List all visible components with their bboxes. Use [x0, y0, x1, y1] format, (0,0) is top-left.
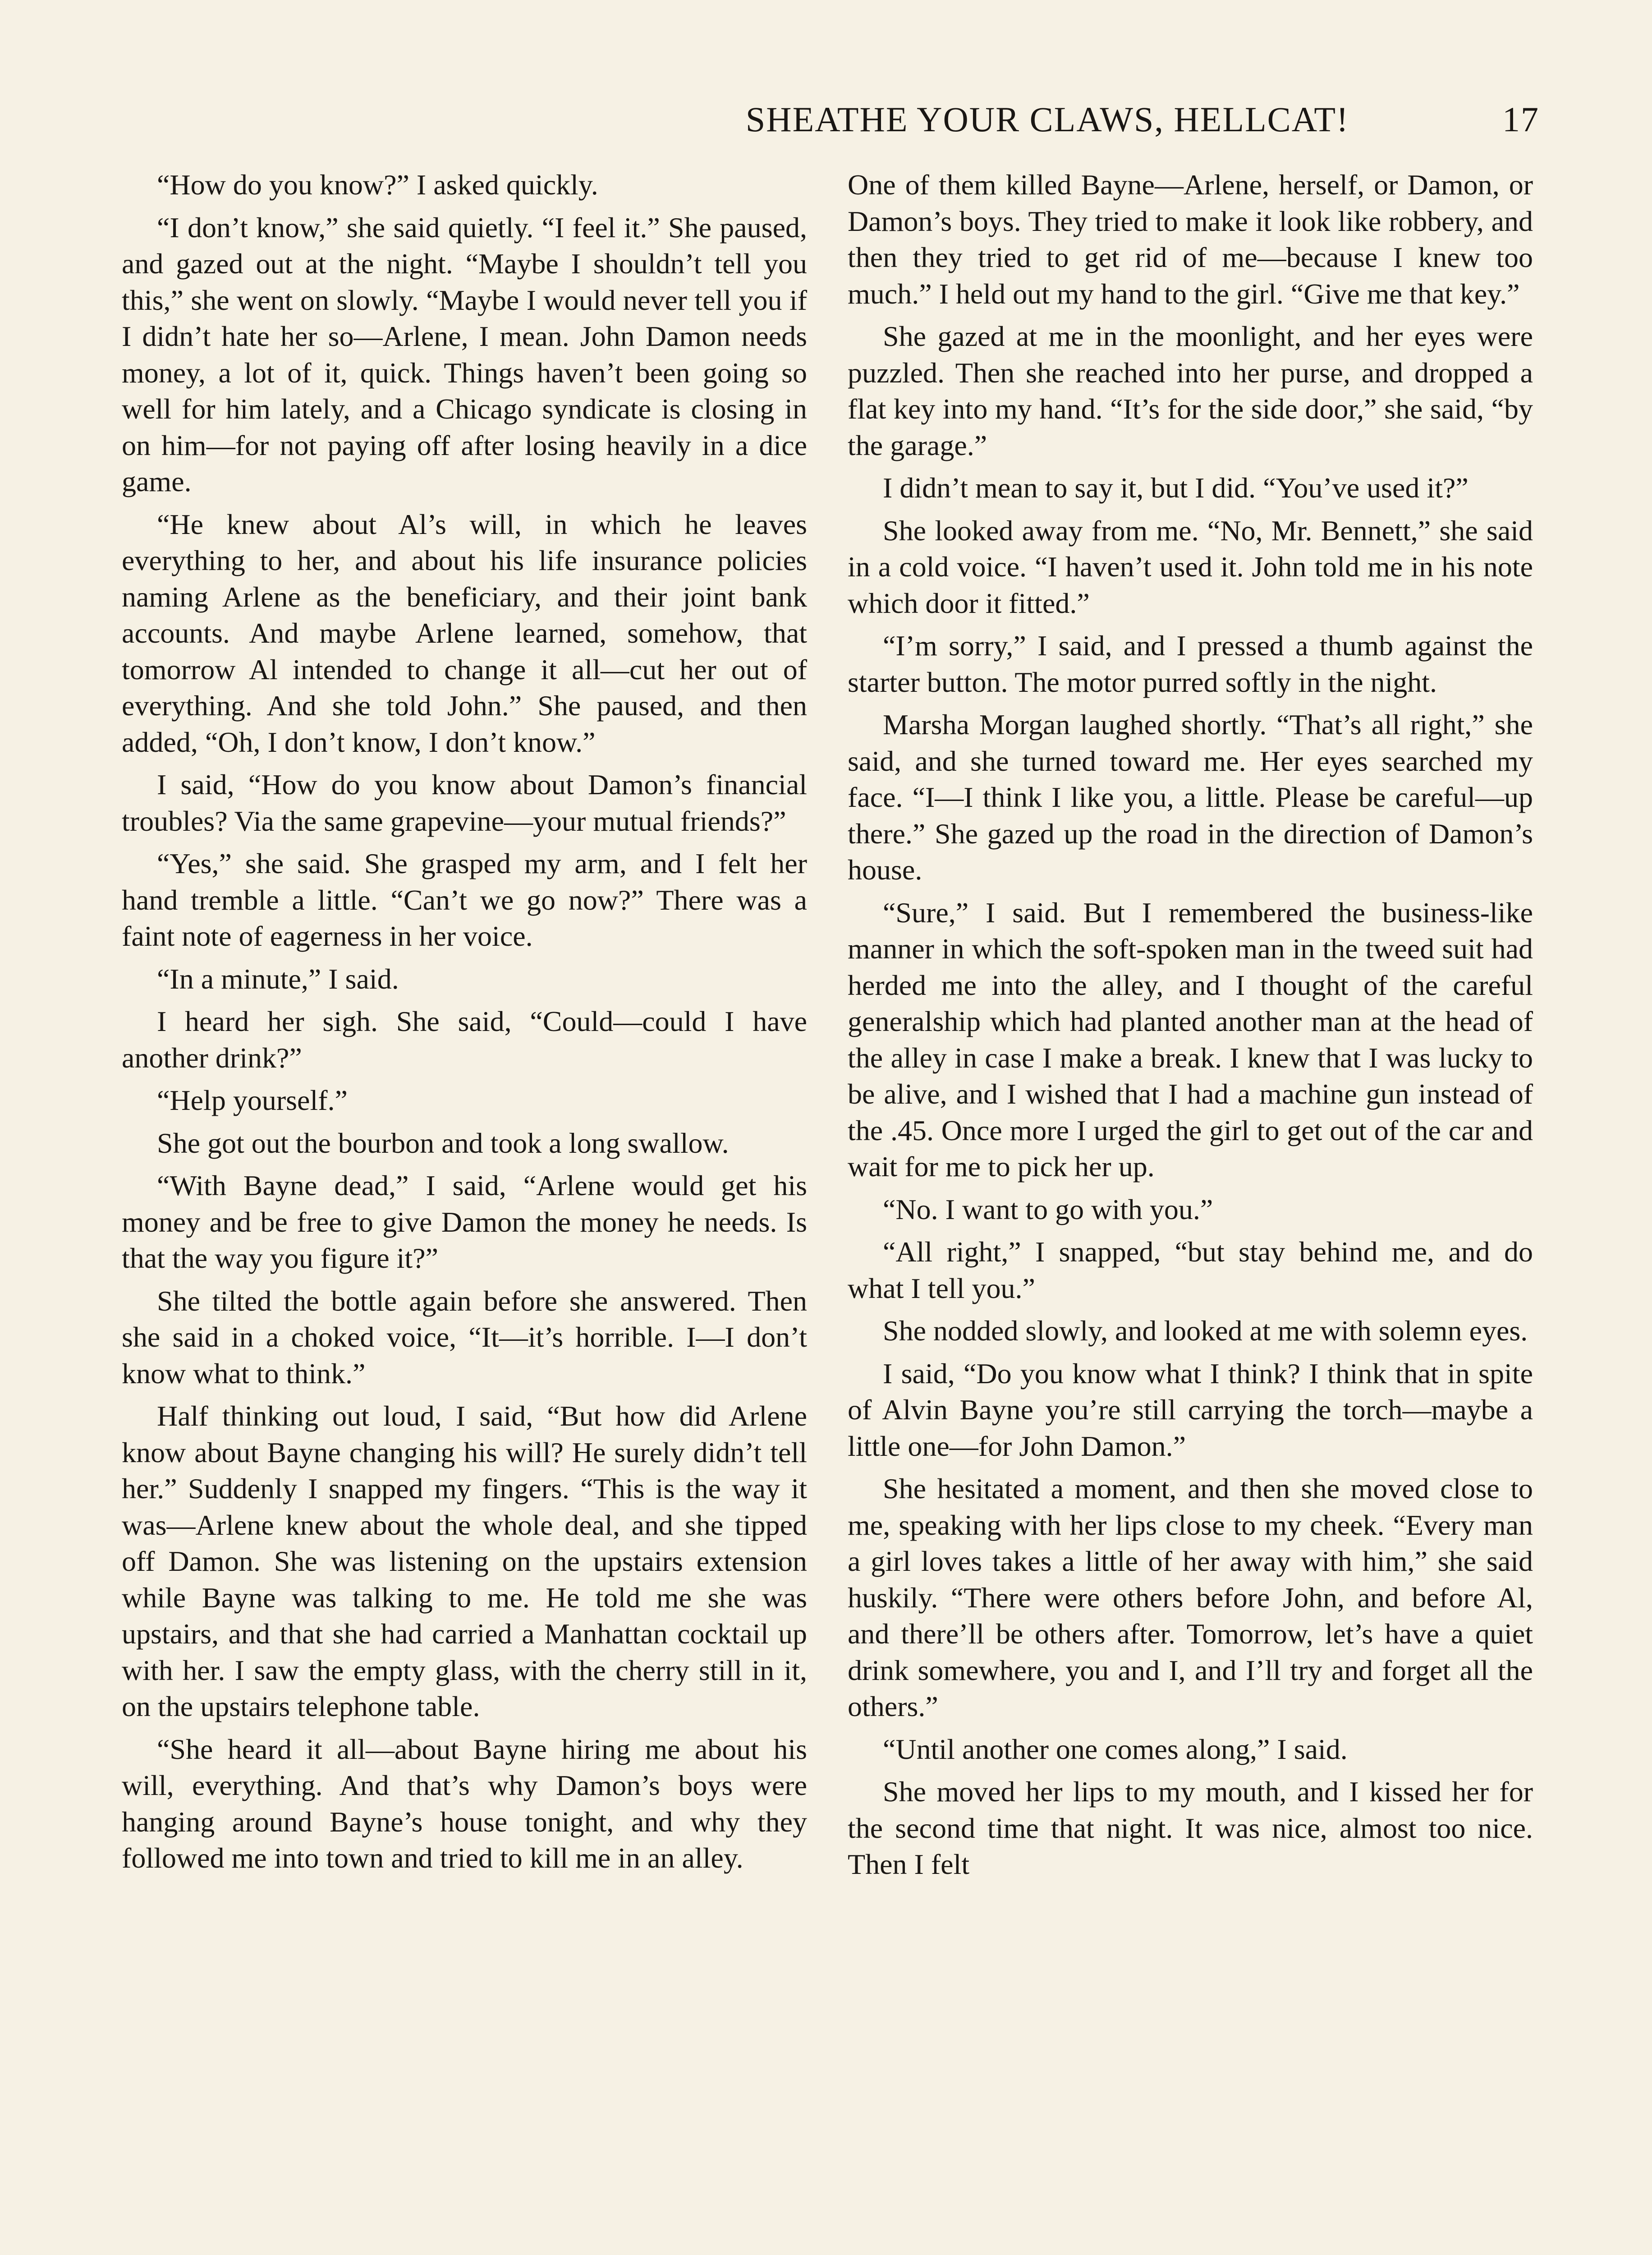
- paragraph: She gazed at me in the moonlight, and her eyes were puzzled. Then she reached into her purse, and dropped a flat key into my hand. “It’s for the side door,” she said, “by the garage.”: [848, 320, 1533, 461]
- paragraph: “She heard it all—about Bayne hiring me about his will, everything. And that’s why Damon’s boys were hanging around Bayne’s house tonight, and why they followed me into town and tried to kill me in an alley.: [122, 1733, 807, 1874]
- paragraph: She looked away from me. “No, Mr. Bennett,” she said in a cold voice. “I haven’t used it. John told me in his note which door it fitted.”: [848, 514, 1533, 619]
- paragraph: “In a minute,” I said.: [157, 962, 399, 995]
- running-header: [117, 90, 1539, 149]
- paragraph: Half thinking out loud, I said, “But how did Arlene know about Bayne changing his will? He surely didn’t tell her.” Suddenly I snapped my fingers. “This is the way it was—Arlene knew about the whole deal, and she tipped off Damon. She was listening on the upstairs extension while Bayne was talking to me. He told me she was upstairs, and that she had carried a Manhattan cocktail up with her. I saw the empty glass, with the cherry still in it, on the upstairs telephone table.: [122, 1400, 807, 1722]
- paragraph: I didn’t mean to say it, but I did. “You’ve used it?”: [883, 472, 1468, 504]
- paragraph: “Sure,” I said. But I remembered the business-like manner in which the soft-spoken man in the tweed suit had herded me into the alley, and I thought of the careful generalship which had planted another man at the head of the alley in case I make a break. I knew that I was lucky to be alive, and I wished that I had a machine gun instead of the .45. Once more I urged the girl to get out of the car and wait for me to pick her up.: [848, 896, 1533, 1183]
- paragraph: She moved her lips to my mouth, and I kissed her for the second time that night. It was nice, almost too nice. Then I felt: [848, 1776, 1533, 1880]
- paragraph: “Help yourself.”: [157, 1084, 348, 1116]
- left-column: [122, 167, 807, 1883]
- paragraph: “He knew about Al’s will, in which he leaves everything to her, and about his life insurance policies naming Arlene as the beneficiary, and their joint bank accounts. And maybe Arlene learned, somehow, that tomorrow Al intended to change it all—cut her out of everything. And she told John.” She paused, and then added, “Oh, I don’t know, I don’t know.”: [122, 508, 807, 758]
- right-column: [848, 167, 1533, 1889]
- paragraph: She tilted the bottle again before she answered. Then she said in a choked voice, “It—it’s horrible. I—I don’t know what to think.”: [122, 1284, 807, 1390]
- paragraph: “I’m sorry,” I said, and I pressed a thumb against the starter button. The motor purred softly in the night.: [848, 630, 1533, 698]
- paragraph: “With Bayne dead,” I said, “Arlene would get his money and be free to give Damon the money he needs. Is that the way you figure it?”: [122, 1169, 807, 1274]
- paragraph: I heard her sigh. She said, “Could—could I have another drink?”: [122, 1005, 807, 1074]
- paragraph: “I don’t know,” she said quietly. “I feel it.” She paused, and gazed out at the night. “Maybe I shouldn’t tell you this,” she went on slowly. “Maybe I would never tell you if I didn’t hate her so—Arlene, I mean. John Damon needs money, a lot of it, quick. Things haven’t been going so well for him lately, and a Chicago syndicate is closing in on him—for not paying off after losing heavily in a dice game.: [122, 211, 807, 497]
- paragraph: She hesitated a moment, and then she moved close to me, speaking with her lips close to my cheek. “Every man a girl loves takes a little of her away with him,” she said huskily. “There were others before John, and before Al, and there’ll be others after. Tomorrow, let’s have a quiet drink somewhere, you and I, and I’ll try and forget all the others.”: [848, 1473, 1533, 1722]
- paragraph: She nodded slowly, and looked at me with solemn eyes.: [883, 1315, 1528, 1347]
- paragraph: She got out the bourbon and took a long swallow.: [157, 1127, 729, 1159]
- paragraph: “Yes,” she said. She grasped my arm, and I felt her hand tremble a little. “Can’t we go now?” There was a faint note of eagerness in her voice.: [122, 847, 807, 952]
- paragraph: One of them killed Bayne—Arlene, herself, or Damon, or Damon’s boys. They tried to make it look like robbery, and then they tried to get rid of me—because I knew too much.” I held out my hand to the girl. “Give me that key.”: [848, 169, 1533, 310]
- page-number: 17: [1502, 100, 1539, 139]
- paragraph: I said, “How do you know about Damon’s financial troubles? Via the same grapevine—your mutual friends?”: [122, 769, 807, 837]
- paragraph: Marsha Morgan laughed shortly. “That’s all right,” she said, and she turned toward me. Her eyes searched my face. “I—I think I like you, a little. Please be careful—up there.” She gazed up the road in the direction of Damon’s house.: [848, 709, 1533, 886]
- paragraph: I said, “Do you know what I think? I think that in spite of Alvin Bayne you’re still carrying the torch—maybe a little one—for John Damon.”: [848, 1357, 1533, 1462]
- paragraph: “No. I want to go with you.”: [883, 1193, 1213, 1225]
- story-title: SHEATHE YOUR CLAWS, HELLCAT!: [745, 100, 1349, 139]
- paragraph: “How do you know?” I asked quickly.: [157, 169, 598, 201]
- paragraph: “All right,” I snapped, “but stay behind me, and do what I tell you.”: [848, 1236, 1533, 1304]
- paragraph: “Until another one comes along,” I said.: [883, 1733, 1348, 1765]
